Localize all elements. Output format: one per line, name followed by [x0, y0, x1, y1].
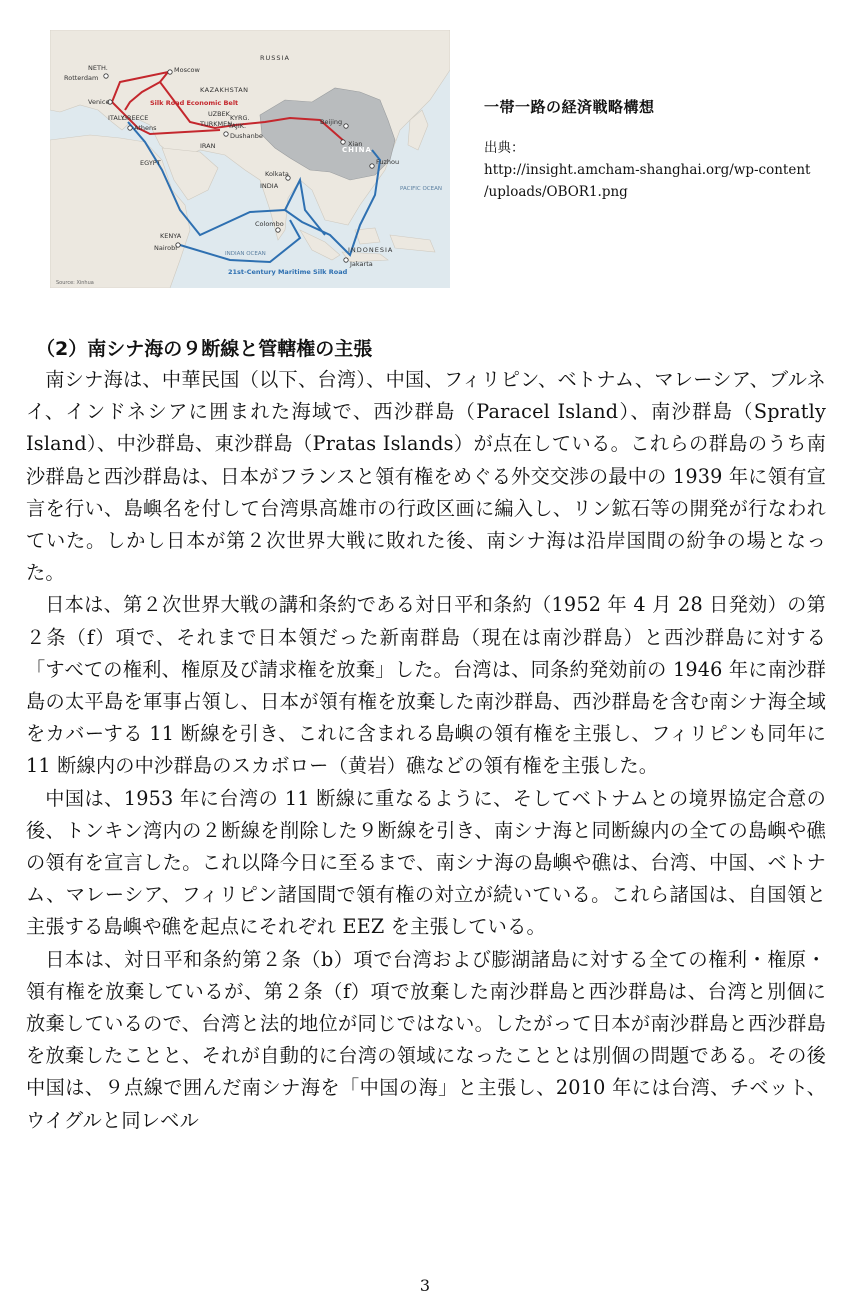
- label-greece: GREECE: [122, 114, 149, 122]
- paragraph-1: 南シナ海は、中華民国（以下、台湾）、中国、フィリピン、ベトナム、マレーシア、ブルネイ、インドネシアに囲まれた海域で、西沙群島（Paracel Island）、南沙群島（Spratly Island）、中沙群島、東沙群島（Pratas Islands）が点在している。これらの群島のうち南沙群島と西沙群島は、日本がフランスと領有権をめぐる外交交渉の最中の 1939 年に領有宣言を行い、島嶼名を付して台湾県高雄市の行政区画に編入し、リン鉱石等の開発が行なわれていた。しかし日本が第２次世界大戦に敗れた後、南シナ海は沿岸国間の紛争の場となった。: [26, 368, 826, 585]
- moscow-dot: [168, 70, 172, 74]
- section-heading: （2）南シナ海の９断線と管轄権の主張: [36, 338, 373, 360]
- label-moscow: Moscow: [174, 66, 200, 74]
- jakarta-dot: [344, 258, 348, 262]
- map-graphic: [50, 30, 450, 288]
- obor-map: [50, 30, 450, 288]
- label-india: INDIA: [260, 182, 279, 190]
- label-italy: ITALY: [108, 114, 125, 122]
- label-dushanbe: Dushanbe: [230, 132, 263, 140]
- label-xian: Xian: [348, 140, 363, 148]
- caption-source: [484, 137, 824, 203]
- label-maritime-road: 21st-Century Maritime Silk Road: [228, 268, 348, 276]
- label-fuzhou: Fuzhou: [376, 158, 400, 166]
- body-text: [26, 364, 826, 1137]
- label-kolkata: Kolkata: [265, 170, 289, 178]
- caption-title: 一帯一路の経済戦略構想: [484, 98, 655, 116]
- label-kyrg: KYRG.: [230, 114, 250, 122]
- label-indian-ocean: INDIAN OCEAN: [225, 251, 266, 257]
- label-nairobi: Nairobi: [154, 244, 178, 252]
- caption-source-url-1: http://insight.amcham-shanghai.org/wp-content: [484, 162, 811, 178]
- label-kenya: KENYA: [160, 232, 182, 240]
- label-turkmen: TURKMEN.: [200, 120, 235, 128]
- label-jakarta: Jakarta: [350, 260, 373, 268]
- caption-source-url-2: /uploads/OBOR1.png: [484, 184, 628, 200]
- paragraph-4: 日本は、対日平和条約第２条（b）項で台湾および膨湖諸島に対する全ての権利・権原・領有権を放棄しているが、第２条（f）項で放棄した南沙群島と西沙群島は、台湾と別個に放棄しているので、台湾と法的地位が同じではない。したがって日本が南沙群島と西沙群島を放棄したことと、それが自動的に台湾の領域になったこととは別個の問題である。その後中国は、９点線で囲んだ南シナ海を「中国の海」と主張し、2010 年には台湾、チベット、ウイグルと同レベル: [26, 947, 826, 1132]
- label-pacific-ocean: PACIFIC OCEAN: [400, 186, 442, 192]
- beijing-dot: [344, 124, 348, 128]
- label-map-source: Source: Xinhua: [56, 280, 94, 286]
- label-silk-road-belt: Silk Road Economic Belt: [150, 99, 239, 107]
- label-uzbek: UZBEK.: [208, 110, 232, 118]
- label-rotterdam: Rotterdam: [64, 74, 99, 82]
- figure-caption: [484, 96, 824, 203]
- label-colombo: Colombo: [255, 220, 284, 228]
- label-athens: Athens: [134, 124, 157, 132]
- label-russia: RUSSIA: [260, 54, 290, 62]
- xian-dot: [341, 140, 345, 144]
- paragraph-2: 日本は、第２次世界大戦の講和条約である対日平和条約（1952 年 4 月 28 日発効）の第２条（f）項で、それまで日本領だった新南群島（現在は南沙群島）と西沙群島に対する「すべての権利、権原及び請求権を放棄」した。台湾は、同条約発効前の 1946 年に南沙群島の太平島を軍事占領し、日本が領有権を放棄した南沙群島、西沙群島を含む南シナ海全域をカバーする 11 断線を引き、これに含まれる島嶼の領有権を主張し、フィリピンも同年に 11 断線内の中沙群島のスカボロー（黄岩）礁などの領有権を主張した。: [26, 593, 826, 778]
- label-beijing: Beijing: [320, 118, 343, 126]
- label-kazakhstan: KAZAKHSTAN: [200, 86, 249, 94]
- dushanbe-dot: [224, 132, 228, 136]
- label-china: CHINA: [342, 146, 372, 154]
- athens-dot: [128, 126, 132, 130]
- label-iran: IRAN: [200, 142, 216, 150]
- paragraph-3: 中国は、1953 年に台湾の 11 断線に重なるように、そしてベトナムとの境界協定合意の後、トンキン湾内の２断線を削除した９断線を引き、南シナ海と同断線内の全ての島嶼や礁の領有を宣言した。これ以降今日に至るまで、南シナ海の島嶼や礁は、台湾、中国、ベトナム、マレーシア、フィリピン諸国間で領有権の対立が続いている。これら諸国は、自国領と主張する島嶼や礁を起点にそれぞれ EEZ を主張している。: [26, 786, 826, 939]
- rotterdam-dot: [104, 74, 108, 78]
- caption-source-label: 出典：: [484, 140, 525, 156]
- label-tajik: TAJIK.: [228, 122, 247, 130]
- label-neth: NETH.: [88, 64, 108, 72]
- page-number: 3: [419, 1276, 431, 1295]
- label-venice: Venice: [88, 98, 110, 106]
- colombo-dot: [276, 228, 280, 232]
- fuzhou-dot: [370, 164, 374, 168]
- label-indonesia: INDONESIA: [348, 246, 394, 254]
- label-egypt: EGYPT: [140, 159, 161, 167]
